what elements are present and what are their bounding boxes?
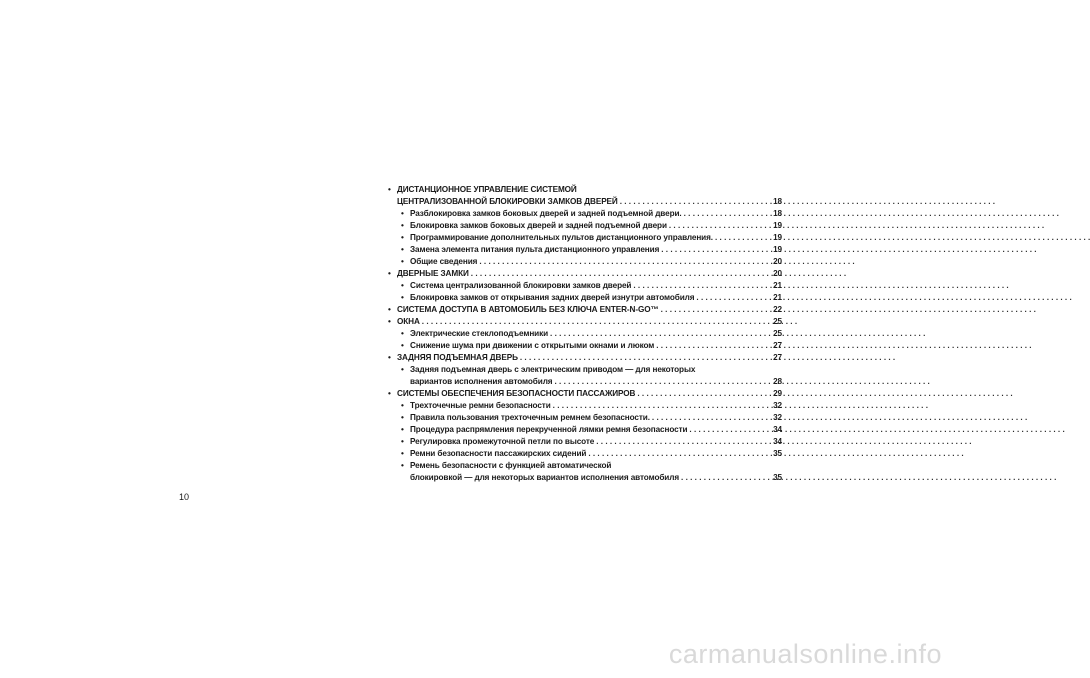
bullet-icon: • bbox=[401, 329, 404, 338]
toc-entry-title: Общие сведения bbox=[410, 257, 478, 266]
toc-line bbox=[410, 208, 782, 220]
bullet-icon: • bbox=[401, 221, 404, 230]
toc-entry bbox=[386, 364, 782, 388]
dot-leader bbox=[586, 448, 766, 460]
toc-entry-title: вариантов исполнения автомобиля bbox=[410, 377, 553, 386]
toc-line bbox=[397, 352, 782, 364]
toc-entry-title: Ремни безопасности пассажирских сидений bbox=[410, 449, 587, 458]
toc-entry-title: Электрические стеклоподъемники bbox=[410, 329, 549, 338]
toc-entry-title: ЦЕНТРАЛИЗОВАННОЙ БЛОКИРОВКИ ЗАМКОВ ДВЕРЕЙ bbox=[397, 197, 618, 206]
toc-page-number: 34 bbox=[773, 425, 782, 434]
dot-leader bbox=[650, 412, 766, 424]
bullet-icon: • bbox=[401, 425, 404, 434]
toc-entry-title: Снижение шума при движении с открытыми окнами и люком bbox=[410, 341, 655, 350]
toc-page-number: 20 bbox=[773, 269, 782, 278]
toc-entry-title: ДВЕРНЫЕ ЗАМКИ bbox=[397, 269, 469, 278]
toc-page-number: 20 bbox=[773, 257, 782, 266]
toc-page-number: 28 bbox=[773, 377, 782, 386]
dot-leader bbox=[659, 304, 766, 316]
bullet-icon: • bbox=[388, 353, 391, 362]
toc-entry-title: Блокировка замков боковых дверей и задней подъемной двери bbox=[410, 221, 667, 230]
toc-entry bbox=[386, 352, 782, 364]
toc-page-number: 32 bbox=[773, 413, 782, 422]
toc-page-number: 19 bbox=[773, 245, 782, 254]
toc-page-number: 25 bbox=[773, 317, 782, 326]
toc-page-number: 21 bbox=[773, 293, 782, 302]
toc-entry-title: СИСТЕМЫ ОБЕСПЕЧЕНИЯ БЕЗОПАСНОСТИ ПАССАЖИРОВ bbox=[397, 389, 636, 398]
bullet-icon: • bbox=[388, 317, 391, 326]
toc-page-number: 29 bbox=[773, 389, 782, 398]
bullet-icon: • bbox=[401, 245, 404, 254]
toc-page-number: 19 bbox=[773, 221, 782, 230]
toc-entry bbox=[386, 256, 782, 268]
dot-leader bbox=[420, 316, 766, 328]
toc-line bbox=[410, 448, 782, 460]
dot-leader bbox=[518, 352, 766, 364]
toc-line bbox=[410, 256, 782, 268]
toc-entry-title: Система централизованной блокировки замков дверей bbox=[410, 281, 632, 290]
toc-entry-title: Программирование дополнительных пультов дистанционного управления. bbox=[410, 233, 713, 242]
dot-leader bbox=[631, 280, 766, 292]
toc-line bbox=[410, 436, 782, 448]
toc-page-number: 19 bbox=[773, 233, 782, 242]
bullet-icon: • bbox=[388, 389, 391, 398]
dot-leader bbox=[654, 340, 766, 352]
toc-entry-title: Трехточечные ремни безопасности bbox=[410, 401, 551, 410]
toc-entry bbox=[386, 268, 782, 280]
toc-entry-title: Регулировка промежуточной петли по высоте bbox=[410, 437, 595, 446]
toc-entry bbox=[386, 424, 782, 436]
bullet-icon: • bbox=[401, 233, 404, 242]
toc-line bbox=[397, 184, 782, 196]
dot-leader bbox=[713, 232, 766, 244]
dot-leader bbox=[667, 220, 766, 232]
dot-leader bbox=[477, 256, 766, 268]
toc-line bbox=[410, 244, 782, 256]
toc-line bbox=[410, 220, 782, 232]
bullet-icon: • bbox=[401, 257, 404, 266]
toc-entry bbox=[386, 244, 782, 256]
toc-entry bbox=[386, 304, 782, 316]
toc-entry-title: СИСТЕМА ДОСТУПА В АВТОМОБИЛЬ БЕЗ КЛЮЧА ENTER-N-GO™ bbox=[397, 305, 659, 314]
toc-line bbox=[410, 340, 782, 352]
bullet-icon: • bbox=[401, 401, 404, 410]
toc-entry-title: блокировкой — для некоторых вариантов исполнения автомобиля bbox=[410, 473, 680, 482]
bullet-icon: • bbox=[401, 449, 404, 458]
toc-page-number: 21 bbox=[773, 281, 782, 290]
bullet-icon: • bbox=[401, 341, 404, 350]
bullet-icon: • bbox=[401, 209, 404, 218]
toc-page-number: 25 bbox=[773, 329, 782, 338]
toc-line bbox=[410, 424, 782, 436]
toc-entry bbox=[386, 340, 782, 352]
bullet-icon: • bbox=[401, 437, 404, 446]
bullet-icon: • bbox=[401, 365, 404, 374]
toc-entry bbox=[386, 316, 782, 328]
bullet-icon: • bbox=[401, 293, 404, 302]
toc-line bbox=[410, 328, 782, 340]
toc-line bbox=[410, 460, 782, 472]
toc-entry bbox=[386, 328, 782, 340]
toc-entry-title: ЗАДНЯЯ ПОДЪЕМНАЯ ДВЕРЬ bbox=[397, 353, 518, 362]
toc-page-number: 22 bbox=[773, 305, 782, 314]
toc-line bbox=[397, 196, 782, 208]
toc-line bbox=[410, 292, 782, 304]
dot-leader bbox=[635, 388, 766, 400]
dot-leader bbox=[694, 292, 766, 304]
bullet-icon: • bbox=[388, 305, 391, 314]
toc-line bbox=[410, 412, 782, 424]
toc-entry bbox=[386, 412, 782, 424]
toc-entry bbox=[386, 292, 782, 304]
toc-entry bbox=[386, 208, 782, 220]
toc-line bbox=[397, 268, 782, 280]
toc-entry bbox=[386, 388, 782, 400]
table-of-contents bbox=[386, 184, 782, 484]
toc-entry-title: ОКНА bbox=[397, 317, 420, 326]
toc-entry-title: Блокировка замков от открывания задних дверей изнутри автомобиля bbox=[410, 293, 695, 302]
toc-entry bbox=[386, 448, 782, 460]
dot-leader bbox=[469, 268, 766, 280]
bullet-icon: • bbox=[388, 185, 391, 194]
watermark: carmanualsonline.info bbox=[668, 639, 942, 669]
toc-entry-title: Замена элемента питания пульта дистанционного управления bbox=[410, 245, 660, 254]
dot-leader bbox=[594, 436, 766, 448]
toc-entry bbox=[386, 460, 782, 484]
dot-leader bbox=[551, 400, 766, 412]
toc-entry bbox=[386, 232, 782, 244]
toc-line bbox=[397, 304, 782, 316]
bullet-icon: • bbox=[401, 461, 404, 470]
toc-page-number: 35 bbox=[773, 449, 782, 458]
toc-line bbox=[397, 316, 782, 328]
toc-page-number: 18 bbox=[773, 209, 782, 218]
toc-entry-title: Ремень безопасности с функцией автоматической bbox=[410, 461, 612, 470]
dot-leader bbox=[618, 196, 766, 208]
toc-page-number: 27 bbox=[773, 353, 782, 362]
toc-line bbox=[410, 376, 782, 388]
toc-entry bbox=[386, 280, 782, 292]
dot-leader bbox=[548, 328, 766, 340]
toc-line bbox=[410, 280, 782, 292]
dot-leader bbox=[659, 244, 766, 256]
toc-line bbox=[397, 388, 782, 400]
dot-leader bbox=[679, 472, 766, 484]
toc-entry bbox=[386, 436, 782, 448]
toc-entry bbox=[386, 184, 782, 208]
bullet-icon: • bbox=[401, 281, 404, 290]
toc-entry-title: Процедура распрямления перекрученной лямки ремня безопасности bbox=[410, 425, 688, 434]
bullet-icon: • bbox=[401, 413, 404, 422]
toc-entry-title: Задняя подъемная дверь с электрическим приводом — для некоторых bbox=[410, 365, 696, 374]
toc-entry-title: Разблокировка замков боковых дверей и задней подъемной двери. bbox=[410, 209, 682, 218]
toc-line bbox=[410, 400, 782, 412]
toc-line bbox=[410, 472, 782, 484]
toc-entry bbox=[386, 400, 782, 412]
dot-leader bbox=[552, 376, 766, 388]
toc-page-number: 34 bbox=[773, 437, 782, 446]
toc-line bbox=[410, 364, 782, 376]
toc-page-number: 32 bbox=[773, 401, 782, 410]
toc-page-number: 18 bbox=[773, 197, 782, 206]
toc-entry-title: ДИСТАНЦИОННОЕ УПРАВЛЕНИЕ СИСТЕМОЙ bbox=[397, 185, 577, 194]
toc-entry-title: Правила пользования трехточечным ремнем безопасности. bbox=[410, 413, 650, 422]
toc-page-number: 27 bbox=[773, 341, 782, 350]
toc-line bbox=[410, 232, 782, 244]
bullet-icon: • bbox=[388, 269, 391, 278]
dot-leader bbox=[682, 208, 766, 220]
toc-page-number: 35 bbox=[773, 473, 782, 482]
page-number: 10 bbox=[179, 492, 190, 502]
dot-leader bbox=[687, 424, 766, 436]
toc-entry bbox=[386, 220, 782, 232]
